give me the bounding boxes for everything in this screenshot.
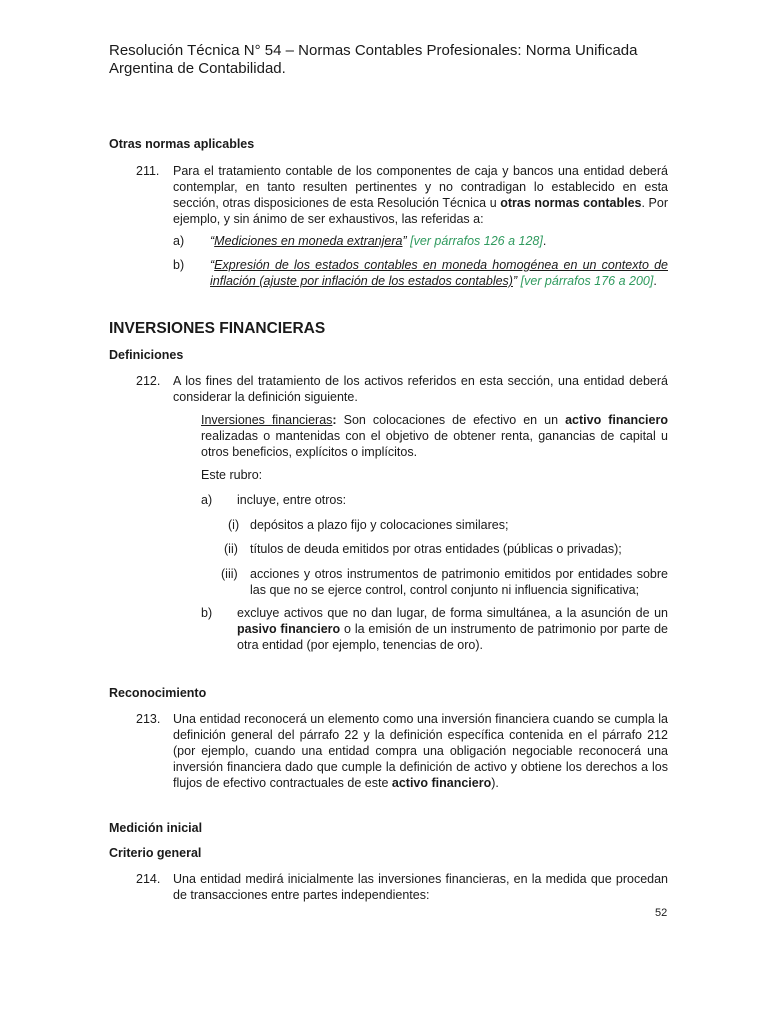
- page-number: 52: [655, 907, 668, 919]
- rubro-item-b-text: excluye activos que no dan lugar, de forma simultánea, a la asunción de un pasivo financiero o la emisión de un instrumento de patrimonio por parte de otra entidad (por ejemplo, tenencias de oro).: [237, 606, 668, 652]
- ref-parrafos-126-128[interactable]: [ver párrafos 126 a 128]: [410, 234, 543, 248]
- heading-medicion-inicial: Medición inicial: [109, 821, 203, 835]
- rubro-item-b-label: b): [201, 606, 213, 620]
- rubro-item-a-text: incluye, entre otros:: [237, 493, 347, 507]
- subitem-i-label: (i): [228, 518, 240, 532]
- subitem-iii-label: (iii): [221, 567, 238, 581]
- subitem-ii-text: títulos de deuda emitidos por otras entidades (públicas o privadas);: [250, 542, 622, 556]
- paragraph-number-213: 213.: [136, 712, 161, 726]
- bold-activo-financiero: activo financiero: [565, 413, 668, 427]
- section-title-inversiones: INVERSIONES FINANCIERAS: [109, 320, 326, 337]
- paragraph-212: A los fines del tratamiento de los activos referidos en esta sección, una entidad deberá considerar la definición siguiente.: [173, 374, 668, 404]
- item-a-label: a): [173, 234, 185, 248]
- paragraph-number-212: 212.: [136, 374, 161, 388]
- paragraph-214: Una entidad medirá inicialmente las inversiones financieras, en la medida que procedan de transacciones entre partes independientes:: [173, 872, 668, 902]
- bold-pasivo-financiero: pasivo financiero: [237, 622, 341, 636]
- paragraph-213: Una entidad reconocerá un elemento como una inversión financiera cuando se cumpla la definición general del párrafo 22 y la definición específica contenida en el párrafo 212 (por ejemplo, cuando una entidad compra una obligación negociable reconocerá una inversión financiera dado que cumple la definición de activo y obtiene los derechos a los flujos de efectivo contractuales de este activo financiero).: [173, 712, 668, 790]
- header-line-2: Argentina de Contabilidad.: [109, 60, 286, 77]
- subitem-i-text: depósitos a plazo fijo y colocaciones similares;: [250, 518, 509, 532]
- heading-reconocimiento: Reconocimiento: [109, 686, 207, 700]
- paragraph-211: Para el tratamiento contable de los componentes de caja y bancos una entidad deberá contemplar, en tanto resulten pertinentes y no contradigan lo establecido en esta sección, otras disposiciones de esta Resolución Técnica u otras normas contables. Por ejemplo, y sin ánimo de ser exhaustivos, las referidas a:: [173, 164, 668, 226]
- heading-criterio-general: Criterio general: [109, 846, 202, 860]
- item-a-text: “Mediciones en moneda extranjera” [ver párrafos 126 a 128].: [210, 234, 547, 248]
- bold-activo-financiero-213: activo financiero: [391, 776, 492, 790]
- definition-inversiones-financieras: Inversiones financieras: Son colocaciones de efectivo en un activo financiero realizadas o mantenidas con el objetivo de obtener renta, ganancias de capital u otros beneficios, explícitos o implícitos.: [201, 413, 668, 459]
- subitem-iii-text: acciones y otros instrumentos de patrimonio emitidos por entidades sobre las que no se ejerce control, control conjunto ni influencia significativa;: [250, 567, 668, 597]
- subitem-ii-label: (ii): [224, 542, 238, 556]
- link-expresion-estados-contables[interactable]: Expresión de los estados contables en moneda homogénea en un contexto de inflación (ajuste por inflación de los estados contables): [210, 258, 668, 288]
- term-inversiones-financieras: Inversiones financieras: [201, 413, 333, 427]
- item-b-label: b): [173, 258, 185, 272]
- item-b-text: “Expresión de los estados contables en moneda homogénea en un contexto de inflación (ajuste por inflación de los estados contables)” [ver párrafos 176 a 200].: [210, 258, 668, 288]
- este-rubro-label: Este rubro:: [201, 468, 263, 482]
- heading-otras-normas: Otras normas aplicables: [109, 137, 255, 151]
- header-line-1: Resolución Técnica N° 54 – Normas Contables Profesionales: Norma Unificada: [109, 42, 638, 59]
- paragraph-number-211: 211.: [136, 164, 160, 178]
- rubro-item-a-label: a): [201, 493, 213, 507]
- document-header: [109, 42, 669, 78]
- link-mediciones-moneda-extranjera[interactable]: Mediciones en moneda extranjera: [214, 234, 403, 248]
- bold-otras-normas-contables: otras normas contables: [500, 196, 642, 210]
- paragraph-number-214: 214.: [136, 872, 161, 886]
- ref-parrafos-176-200[interactable]: [ver párrafos 176 a 200]: [520, 274, 654, 288]
- heading-definiciones: Definiciones: [109, 348, 184, 362]
